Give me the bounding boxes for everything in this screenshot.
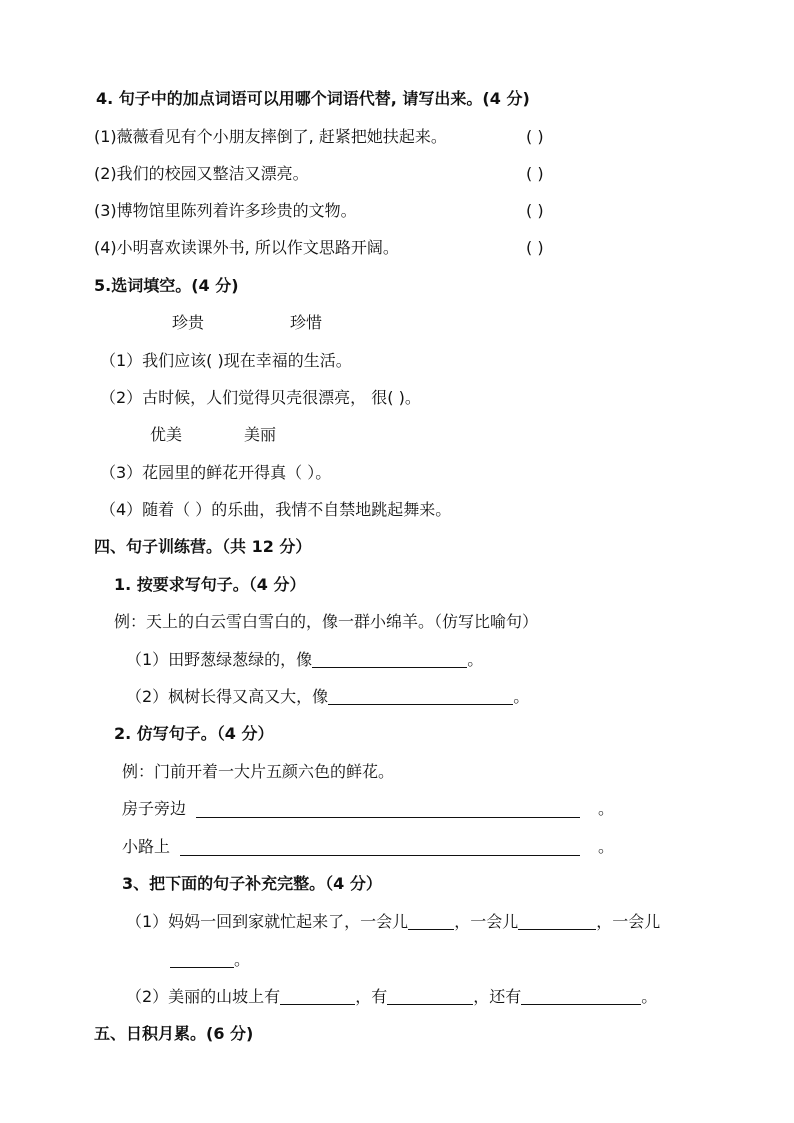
q4-answer-2[interactable]: ( ) — [526, 164, 544, 183]
item-part: ，一会儿 — [596, 912, 661, 931]
q5-word-option-4: 美丽 — [244, 425, 277, 444]
q5-item-2: （2）古时候，人们觉得贝壳很漂亮， 很( )。 — [100, 388, 421, 407]
section-4-sub2-title: 2. 仿写句子。（4 分） — [114, 724, 274, 743]
item-part: （2）美丽的山坡上有 — [126, 987, 281, 1006]
answer-blank[interactable] — [521, 988, 641, 1005]
section-4-sub1-item-1 — [126, 650, 483, 670]
item-part: （1）妈妈一回到家就忙起来了，一会儿 — [126, 912, 409, 931]
answer-blank[interactable] — [387, 988, 473, 1005]
section-4-sub2-line-1-blank[interactable] — [196, 816, 580, 818]
q5-word-option-2: 珍惜 — [290, 313, 323, 332]
answer-blank[interactable] — [328, 688, 513, 705]
item-part: ，一会儿 — [454, 912, 519, 931]
item-prefix: （1）田野葱绿葱绿的，像 — [126, 650, 313, 669]
q4-answer-1[interactable]: ( ) — [526, 127, 544, 146]
section-4-sub1-item-2 — [126, 687, 529, 707]
q5-item-4: （4）随着（ ）的乐曲，我情不自禁地跳起舞来。 — [100, 500, 452, 519]
item-suffix: 。 — [513, 687, 530, 706]
section-4-sub3-item-1 — [126, 912, 660, 932]
item-part: ，还有 — [473, 987, 522, 1006]
answer-blank[interactable] — [280, 988, 355, 1005]
q4-item-1: (1)薇薇看见有个小朋友摔倒了, 赶紧把她扶起来。 — [94, 127, 447, 146]
section-4-sub1-example: 例：天上的白云雪白雪白的，像一群小绵羊。（仿写比喻句） — [114, 612, 539, 631]
item-part: ，有 — [355, 987, 388, 1006]
q5-title: 5.选词填空。(4 分) — [94, 276, 239, 295]
q4-answer-4[interactable]: ( ) — [526, 238, 544, 257]
item-suffix: 。 — [467, 650, 484, 669]
answer-blank[interactable] — [312, 651, 467, 668]
section-4-sub3-item-1-cont — [170, 950, 250, 970]
section-4-sub3-title: 3、把下面的句子补充完整。（4 分） — [122, 874, 382, 893]
section-5-title: 五、日积月累。(6 分) — [94, 1024, 254, 1043]
section-4-title: 四、句子训练营。（共 12 分） — [94, 537, 312, 556]
q4-item-4: (4)小明喜欢读课外书, 所以作文思路开阔。 — [94, 238, 399, 257]
section-4-sub1-title: 1. 按要求写句子。（4 分） — [114, 575, 306, 594]
section-4-sub2-line-1-prefix: 房子旁边 — [122, 799, 187, 818]
item-part: 。 — [641, 987, 658, 1006]
item-part: 。 — [234, 950, 251, 969]
section-4-sub2-example: 例：门前开着一大片五颜六色的鲜花。 — [122, 762, 395, 781]
q4-answer-3[interactable]: ( ) — [526, 201, 544, 220]
q5-item-3: （3）花园里的鲜花开得真（ ）。 — [100, 463, 332, 482]
answer-blank[interactable] — [170, 951, 234, 968]
section-4-sub2-line-2-blank[interactable] — [180, 854, 580, 856]
section-4-sub2-line-2-suffix: 。 — [598, 837, 615, 856]
answer-blank[interactable] — [518, 913, 596, 930]
q4-item-3: (3)博物馆里陈列着许多珍贵的文物。 — [94, 201, 357, 220]
section-4-sub2-line-1-suffix: 。 — [598, 799, 615, 818]
q5-item-1: （1）我们应该( )现在幸福的生活。 — [100, 351, 352, 370]
section-4-sub3-item-2 — [126, 987, 657, 1007]
q5-word-option-1: 珍贵 — [172, 313, 205, 332]
item-prefix: （2）枫树长得又高又大，像 — [126, 687, 329, 706]
answer-blank[interactable] — [408, 913, 454, 930]
q4-title: 4. 句子中的加点词语可以用哪个词语代替, 请写出来。(4 分) — [96, 89, 530, 108]
q5-word-option-3: 优美 — [150, 425, 183, 444]
section-4-sub2-line-2-prefix: 小路上 — [122, 837, 171, 856]
q4-item-2: (2)我们的校园又整洁又漂亮。 — [94, 164, 309, 183]
